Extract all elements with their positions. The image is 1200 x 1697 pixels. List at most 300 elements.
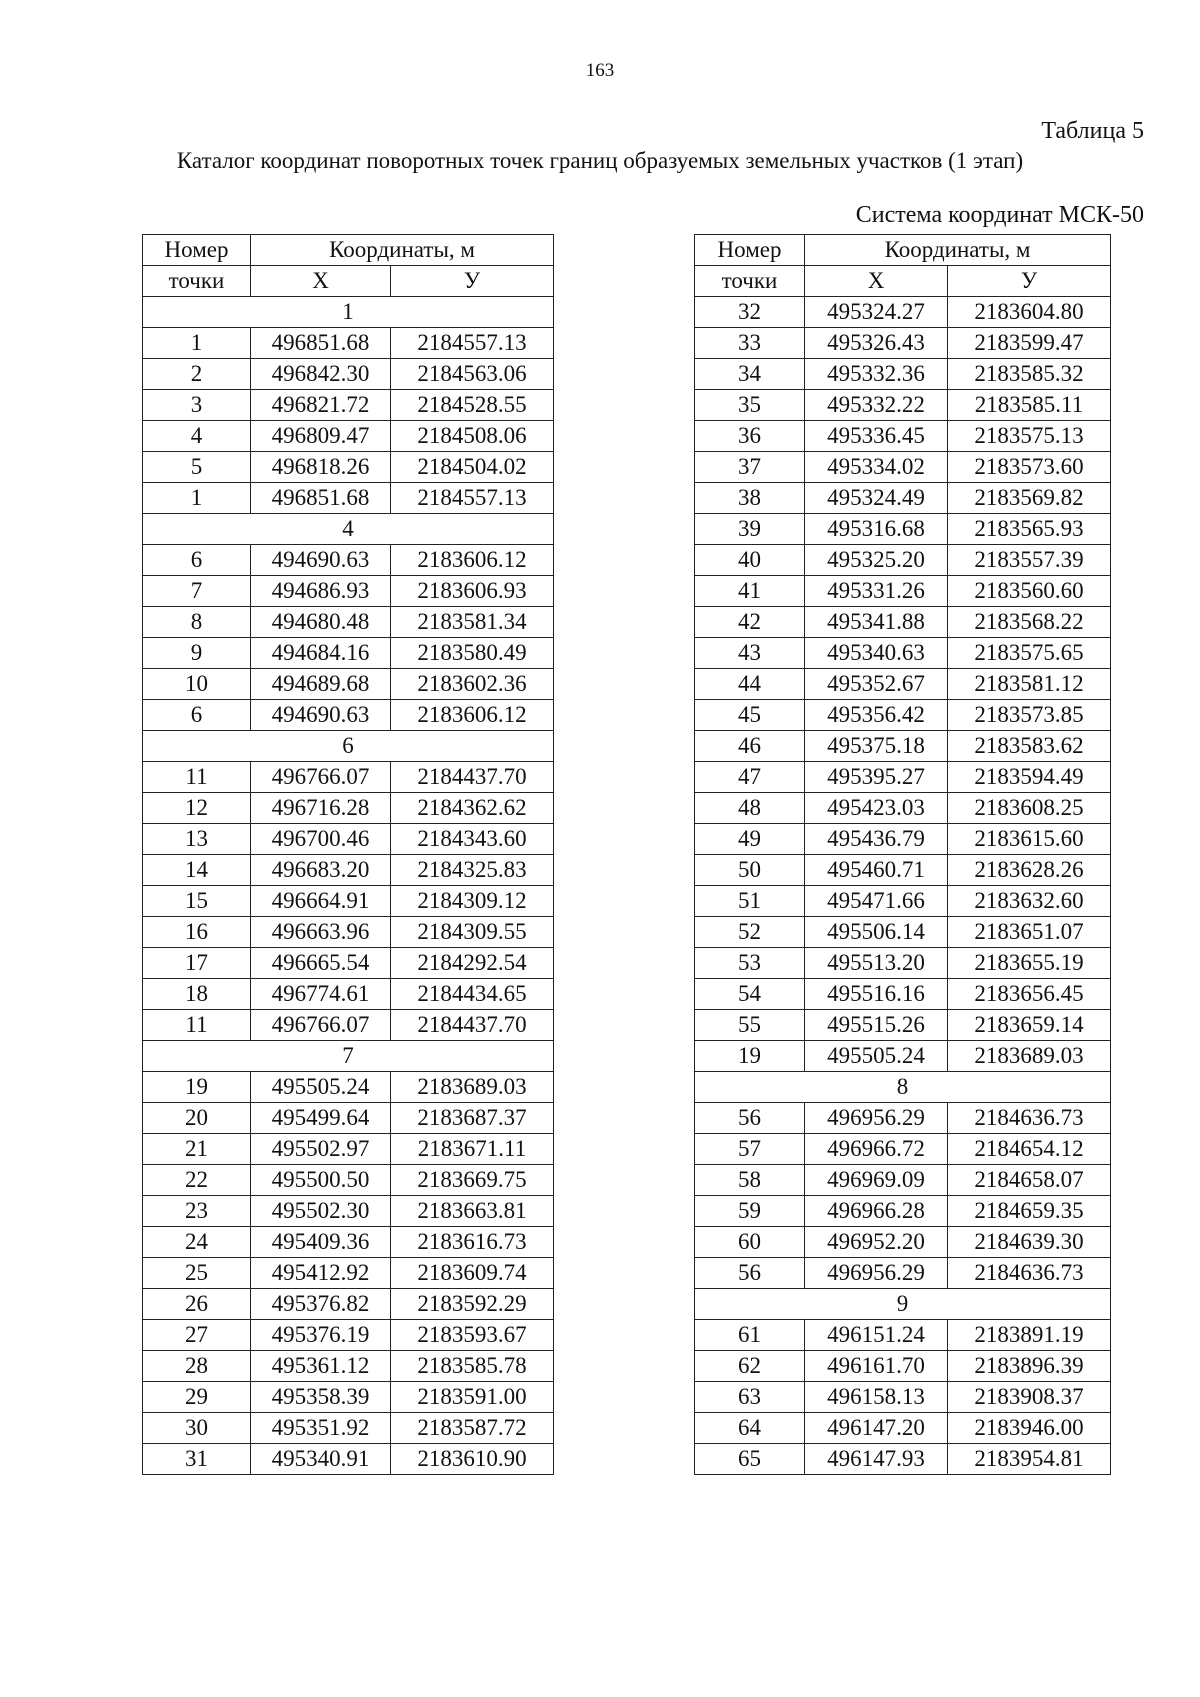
- table-row: [695, 886, 1111, 917]
- x-coordinate-cell: 495351.92: [251, 1413, 391, 1444]
- point-number-cell: 44: [695, 669, 805, 700]
- table-row: [695, 1196, 1111, 1227]
- y-coordinate-cell: 2183585.32: [948, 359, 1111, 390]
- x-coordinate-cell: 495336.45: [805, 421, 948, 452]
- x-coordinate-cell: 496766.07: [251, 762, 391, 793]
- parcel-group-row: [143, 514, 554, 545]
- y-coordinate-cell: 2183689.03: [391, 1072, 554, 1103]
- y-coordinate-cell: 2183587.72: [391, 1413, 554, 1444]
- y-coordinate-cell: 2183669.75: [391, 1165, 554, 1196]
- y-coordinate-cell: 2183651.07: [948, 917, 1111, 948]
- x-coordinate-cell: 495502.97: [251, 1134, 391, 1165]
- y-coordinate-cell: 2183581.34: [391, 607, 554, 638]
- x-coordinate-cell: 495375.18: [805, 731, 948, 762]
- table-row: [143, 979, 554, 1010]
- point-number-cell: 24: [143, 1227, 251, 1258]
- point-number-cell: 36: [695, 421, 805, 452]
- y-coordinate-cell: 2184563.06: [391, 359, 554, 390]
- point-number-cell: 16: [143, 917, 251, 948]
- x-coordinate-cell: 495515.26: [805, 1010, 948, 1041]
- table-row: [695, 1320, 1111, 1351]
- x-coordinate-cell: 495409.36: [251, 1227, 391, 1258]
- point-number-cell: 20: [143, 1103, 251, 1134]
- table-row: [695, 359, 1111, 390]
- x-coordinate-cell: 496700.46: [251, 824, 391, 855]
- x-coordinate-cell: 496956.29: [805, 1103, 948, 1134]
- y-coordinate-cell: 2183659.14: [948, 1010, 1111, 1041]
- document-title: Каталог координат поворотных точек границ образуемых земельных участков (1 этап): [176, 148, 1024, 173]
- point-number-cell: 38: [695, 483, 805, 514]
- table-row: [695, 514, 1111, 545]
- table-row: [143, 886, 554, 917]
- y-coordinate-cell: 2184654.12: [948, 1134, 1111, 1165]
- point-number-cell: 40: [695, 545, 805, 576]
- table-row: [143, 545, 554, 576]
- y-coordinate-cell: 2183593.67: [391, 1320, 554, 1351]
- x-coordinate-cell: 496851.68: [251, 483, 391, 514]
- header-x: X: [805, 266, 948, 297]
- x-coordinate-cell: 495361.12: [251, 1351, 391, 1382]
- point-number-cell: 25: [143, 1258, 251, 1289]
- header-coordinates: Координаты, м: [805, 235, 1111, 266]
- point-number-cell: 34: [695, 359, 805, 390]
- x-coordinate-cell: 496851.68: [251, 328, 391, 359]
- table-row: [695, 700, 1111, 731]
- x-coordinate-cell: 495332.36: [805, 359, 948, 390]
- y-coordinate-cell: 2183602.36: [391, 669, 554, 700]
- x-coordinate-cell: 494690.63: [251, 545, 391, 576]
- x-coordinate-cell: 496818.26: [251, 452, 391, 483]
- x-coordinate-cell: 496161.70: [805, 1351, 948, 1382]
- x-coordinate-cell: 496151.24: [805, 1320, 948, 1351]
- x-coordinate-cell: 494686.93: [251, 576, 391, 607]
- point-number-cell: 61: [695, 1320, 805, 1351]
- x-coordinate-cell: 496842.30: [251, 359, 391, 390]
- point-number-cell: 9: [143, 638, 251, 669]
- parcel-group-row: [695, 1072, 1111, 1103]
- x-coordinate-cell: 495423.03: [805, 793, 948, 824]
- y-coordinate-cell: 2184557.13: [391, 328, 554, 359]
- x-coordinate-cell: 496821.72: [251, 390, 391, 421]
- y-coordinate-cell: 2183581.12: [948, 669, 1111, 700]
- point-number-cell: 45: [695, 700, 805, 731]
- y-coordinate-cell: 2183557.39: [948, 545, 1111, 576]
- point-number-cell: 1: [143, 483, 251, 514]
- x-coordinate-cell: 495502.30: [251, 1196, 391, 1227]
- point-number-cell: 62: [695, 1351, 805, 1382]
- x-coordinate-cell: 495505.24: [251, 1072, 391, 1103]
- x-coordinate-cell: 495356.42: [805, 700, 948, 731]
- table-row: [143, 855, 554, 886]
- y-coordinate-cell: 2183609.74: [391, 1258, 554, 1289]
- x-coordinate-cell: 496663.96: [251, 917, 391, 948]
- x-coordinate-cell: 496956.29: [805, 1258, 948, 1289]
- x-coordinate-cell: 495340.91: [251, 1444, 391, 1475]
- header-x: X: [251, 266, 391, 297]
- x-coordinate-cell: 495460.71: [805, 855, 948, 886]
- table-row: [143, 948, 554, 979]
- y-coordinate-cell: 2183575.65: [948, 638, 1111, 669]
- y-coordinate-cell: 2183568.22: [948, 607, 1111, 638]
- point-number-cell: 35: [695, 390, 805, 421]
- x-coordinate-cell: 495395.27: [805, 762, 948, 793]
- table-row: [143, 1413, 554, 1444]
- table-row: [695, 328, 1111, 359]
- point-number-cell: 21: [143, 1134, 251, 1165]
- y-coordinate-cell: 2183575.13: [948, 421, 1111, 452]
- point-number-cell: 12: [143, 793, 251, 824]
- coordinates-table-right: [694, 234, 1111, 1475]
- y-coordinate-cell: 2184437.70: [391, 1010, 554, 1041]
- y-coordinate-cell: 2184343.60: [391, 824, 554, 855]
- point-number-cell: 31: [143, 1444, 251, 1475]
- y-coordinate-cell: 2183565.93: [948, 514, 1111, 545]
- point-number-cell: 37: [695, 452, 805, 483]
- table-row: [695, 979, 1111, 1010]
- table-row: [695, 1258, 1111, 1289]
- y-coordinate-cell: 2183573.60: [948, 452, 1111, 483]
- x-coordinate-cell: 496158.13: [805, 1382, 948, 1413]
- table-row: [695, 669, 1111, 700]
- table-row: [143, 1227, 554, 1258]
- y-coordinate-cell: 2184659.35: [948, 1196, 1111, 1227]
- x-coordinate-cell: 495376.19: [251, 1320, 391, 1351]
- table-row: [143, 1320, 554, 1351]
- parcel-number: 9: [695, 1289, 1111, 1320]
- table-row: [143, 1010, 554, 1041]
- point-number-cell: 56: [695, 1258, 805, 1289]
- x-coordinate-cell: 495352.67: [805, 669, 948, 700]
- point-number-cell: 51: [695, 886, 805, 917]
- table-row: [695, 917, 1111, 948]
- header-point-number: Номер: [695, 235, 805, 266]
- y-coordinate-cell: 2183608.25: [948, 793, 1111, 824]
- table-row: [695, 1444, 1111, 1475]
- header-coordinates: Координаты, м: [251, 235, 554, 266]
- y-coordinate-cell: 2183560.60: [948, 576, 1111, 607]
- point-number-cell: 13: [143, 824, 251, 855]
- table-row: [695, 452, 1111, 483]
- y-coordinate-cell: 2183656.45: [948, 979, 1111, 1010]
- x-coordinate-cell: 496683.20: [251, 855, 391, 886]
- point-number-cell: 26: [143, 1289, 251, 1320]
- table-row: [143, 1289, 554, 1320]
- x-coordinate-cell: 496147.93: [805, 1444, 948, 1475]
- y-coordinate-cell: 2183594.49: [948, 762, 1111, 793]
- table-row: [143, 576, 554, 607]
- x-coordinate-cell: 496716.28: [251, 793, 391, 824]
- x-coordinate-cell: 495513.20: [805, 948, 948, 979]
- point-number-cell: 3: [143, 390, 251, 421]
- table-row: [143, 824, 554, 855]
- x-coordinate-cell: 495500.50: [251, 1165, 391, 1196]
- y-coordinate-cell: 2183604.80: [948, 297, 1111, 328]
- x-coordinate-cell: 495325.20: [805, 545, 948, 576]
- table-row: [143, 328, 554, 359]
- table-row: [143, 762, 554, 793]
- y-coordinate-cell: 2183573.85: [948, 700, 1111, 731]
- y-coordinate-cell: 2183610.90: [391, 1444, 554, 1475]
- parcel-number: 4: [143, 514, 554, 545]
- point-number-cell: 63: [695, 1382, 805, 1413]
- table-row: [143, 421, 554, 452]
- point-number-cell: 60: [695, 1227, 805, 1258]
- y-coordinate-cell: 2184557.13: [391, 483, 554, 514]
- y-coordinate-cell: 2184504.02: [391, 452, 554, 483]
- table-row: [695, 855, 1111, 886]
- x-coordinate-cell: 496952.20: [805, 1227, 948, 1258]
- parcel-number: 8: [695, 1072, 1111, 1103]
- coordinate-system-label: Система координат МСК-50: [855, 202, 1144, 228]
- x-coordinate-cell: 496809.47: [251, 421, 391, 452]
- y-coordinate-cell: 2183655.19: [948, 948, 1111, 979]
- parcel-group-row: [143, 297, 554, 328]
- x-coordinate-cell: 496969.09: [805, 1165, 948, 1196]
- x-coordinate-cell: 496147.20: [805, 1413, 948, 1444]
- x-coordinate-cell: 494689.68: [251, 669, 391, 700]
- y-coordinate-cell: 2184639.30: [948, 1227, 1111, 1258]
- point-number-cell: 7: [143, 576, 251, 607]
- x-coordinate-cell: 495505.24: [805, 1041, 948, 1072]
- point-number-cell: 32: [695, 297, 805, 328]
- x-coordinate-cell: 495412.92: [251, 1258, 391, 1289]
- table-row: [695, 638, 1111, 669]
- point-number-cell: 64: [695, 1413, 805, 1444]
- table-row: [695, 824, 1111, 855]
- y-coordinate-cell: 2183580.49: [391, 638, 554, 669]
- x-coordinate-cell: 496665.54: [251, 948, 391, 979]
- y-coordinate-cell: 2184658.07: [948, 1165, 1111, 1196]
- x-coordinate-cell: 495358.39: [251, 1382, 391, 1413]
- table-row: [143, 1382, 554, 1413]
- point-number-cell: 8: [143, 607, 251, 638]
- y-coordinate-cell: 2183632.60: [948, 886, 1111, 917]
- point-number-cell: 55: [695, 1010, 805, 1041]
- point-number-cell: 5: [143, 452, 251, 483]
- x-coordinate-cell: 495340.63: [805, 638, 948, 669]
- table-row: [143, 669, 554, 700]
- table-row: [695, 1010, 1111, 1041]
- table-row: [695, 793, 1111, 824]
- x-coordinate-cell: 495316.68: [805, 514, 948, 545]
- y-coordinate-cell: 2184636.73: [948, 1103, 1111, 1134]
- y-coordinate-cell: 2183569.82: [948, 483, 1111, 514]
- y-coordinate-cell: 2183896.39: [948, 1351, 1111, 1382]
- table-row: [695, 1041, 1111, 1072]
- y-coordinate-cell: 2184437.70: [391, 762, 554, 793]
- point-number-cell: 33: [695, 328, 805, 359]
- table-row: [143, 1165, 554, 1196]
- x-coordinate-cell: 495324.49: [805, 483, 948, 514]
- y-coordinate-cell: 2184362.62: [391, 793, 554, 824]
- point-number-cell: 59: [695, 1196, 805, 1227]
- point-number-cell: 47: [695, 762, 805, 793]
- y-coordinate-cell: 2184309.12: [391, 886, 554, 917]
- header-point-number-line2: точки: [695, 266, 805, 297]
- y-coordinate-cell: 2183689.03: [948, 1041, 1111, 1072]
- y-coordinate-cell: 2184292.54: [391, 948, 554, 979]
- table-row: [143, 1196, 554, 1227]
- table-row: [695, 297, 1111, 328]
- point-number-cell: 2: [143, 359, 251, 390]
- y-coordinate-cell: 2183628.26: [948, 855, 1111, 886]
- y-coordinate-cell: 2183946.00: [948, 1413, 1111, 1444]
- table-row: [143, 390, 554, 421]
- point-number-cell: 53: [695, 948, 805, 979]
- table-row: [143, 1103, 554, 1134]
- header-point-number: Номер: [143, 235, 251, 266]
- table-row: [143, 793, 554, 824]
- point-number-cell: 29: [143, 1382, 251, 1413]
- table-row: [695, 576, 1111, 607]
- point-number-cell: 49: [695, 824, 805, 855]
- parcel-number: 7: [143, 1041, 554, 1072]
- table-row: [143, 638, 554, 669]
- point-number-cell: 58: [695, 1165, 805, 1196]
- y-coordinate-cell: 2184434.65: [391, 979, 554, 1010]
- point-number-cell: 39: [695, 514, 805, 545]
- page-number: 163: [585, 60, 615, 81]
- table-row: [695, 1227, 1111, 1258]
- x-coordinate-cell: 494690.63: [251, 700, 391, 731]
- x-coordinate-cell: 496766.07: [251, 1010, 391, 1041]
- table-row: [695, 948, 1111, 979]
- point-number-cell: 22: [143, 1165, 251, 1196]
- point-number-cell: 19: [143, 1072, 251, 1103]
- point-number-cell: 46: [695, 731, 805, 762]
- parcel-number: 6: [143, 731, 554, 762]
- table-row: [143, 1351, 554, 1382]
- x-coordinate-cell: 495436.79: [805, 824, 948, 855]
- point-number-cell: 19: [695, 1041, 805, 1072]
- table-row: [143, 700, 554, 731]
- table-row: [695, 731, 1111, 762]
- point-number-cell: 23: [143, 1196, 251, 1227]
- table-row: [695, 607, 1111, 638]
- y-coordinate-cell: 2183606.93: [391, 576, 554, 607]
- point-number-cell: 11: [143, 762, 251, 793]
- table-row: [143, 1134, 554, 1165]
- table-row: [143, 483, 554, 514]
- table-row: [143, 1444, 554, 1475]
- point-number-cell: 10: [143, 669, 251, 700]
- point-number-cell: 28: [143, 1351, 251, 1382]
- y-coordinate-cell: 2183585.78: [391, 1351, 554, 1382]
- parcel-number: 1: [143, 297, 554, 328]
- y-coordinate-cell: 2184325.83: [391, 855, 554, 886]
- header-point-number-line2: точки: [143, 266, 251, 297]
- point-number-cell: 56: [695, 1103, 805, 1134]
- x-coordinate-cell: 494680.48: [251, 607, 391, 638]
- x-coordinate-cell: 495376.82: [251, 1289, 391, 1320]
- y-coordinate-cell: 2183591.00: [391, 1382, 554, 1413]
- x-coordinate-cell: 495499.64: [251, 1103, 391, 1134]
- x-coordinate-cell: 496774.61: [251, 979, 391, 1010]
- x-coordinate-cell: 496966.72: [805, 1134, 948, 1165]
- point-number-cell: 6: [143, 545, 251, 576]
- table-row: [695, 545, 1111, 576]
- point-number-cell: 27: [143, 1320, 251, 1351]
- y-coordinate-cell: 2183615.60: [948, 824, 1111, 855]
- table-row: [143, 1072, 554, 1103]
- x-coordinate-cell: 495516.16: [805, 979, 948, 1010]
- y-coordinate-cell: 2183616.73: [391, 1227, 554, 1258]
- point-number-cell: 6: [143, 700, 251, 731]
- parcel-group-row: [143, 1041, 554, 1072]
- table-row: [695, 762, 1111, 793]
- x-coordinate-cell: 495506.14: [805, 917, 948, 948]
- y-coordinate-cell: 2183583.62: [948, 731, 1111, 762]
- header-y: У: [391, 266, 554, 297]
- y-coordinate-cell: 2183891.19: [948, 1320, 1111, 1351]
- x-coordinate-cell: 495471.66: [805, 886, 948, 917]
- y-coordinate-cell: 2184508.06: [391, 421, 554, 452]
- y-coordinate-cell: 2184636.73: [948, 1258, 1111, 1289]
- point-number-cell: 15: [143, 886, 251, 917]
- point-number-cell: 57: [695, 1134, 805, 1165]
- table-row: [695, 1165, 1111, 1196]
- table-label: Таблица 5: [1041, 118, 1144, 144]
- table-row: [143, 359, 554, 390]
- point-number-cell: 42: [695, 607, 805, 638]
- table-row: [695, 1413, 1111, 1444]
- y-coordinate-cell: 2183663.81: [391, 1196, 554, 1227]
- point-number-cell: 41: [695, 576, 805, 607]
- y-coordinate-cell: 2183908.37: [948, 1382, 1111, 1413]
- table-row: [143, 917, 554, 948]
- y-coordinate-cell: 2183606.12: [391, 700, 554, 731]
- y-coordinate-cell: 2183599.47: [948, 328, 1111, 359]
- x-coordinate-cell: 495341.88: [805, 607, 948, 638]
- table-row: [695, 483, 1111, 514]
- x-coordinate-cell: 495331.26: [805, 576, 948, 607]
- x-coordinate-cell: 495324.27: [805, 297, 948, 328]
- point-number-cell: 11: [143, 1010, 251, 1041]
- coordinates-table-left: [142, 234, 554, 1475]
- point-number-cell: 48: [695, 793, 805, 824]
- y-coordinate-cell: 2184528.55: [391, 390, 554, 421]
- point-number-cell: 65: [695, 1444, 805, 1475]
- point-number-cell: 43: [695, 638, 805, 669]
- table-row: [143, 452, 554, 483]
- y-coordinate-cell: 2183671.11: [391, 1134, 554, 1165]
- x-coordinate-cell: 494684.16: [251, 638, 391, 669]
- point-number-cell: 14: [143, 855, 251, 886]
- x-coordinate-cell: 495334.02: [805, 452, 948, 483]
- y-coordinate-cell: 2183592.29: [391, 1289, 554, 1320]
- table-row: [695, 1134, 1111, 1165]
- y-coordinate-cell: 2183585.11: [948, 390, 1111, 421]
- y-coordinate-cell: 2184309.55: [391, 917, 554, 948]
- table-row: [695, 1382, 1111, 1413]
- point-number-cell: 4: [143, 421, 251, 452]
- point-number-cell: 1: [143, 328, 251, 359]
- point-number-cell: 18: [143, 979, 251, 1010]
- x-coordinate-cell: 495332.22: [805, 390, 948, 421]
- y-coordinate-cell: 2183687.37: [391, 1103, 554, 1134]
- table-row: [695, 1351, 1111, 1382]
- point-number-cell: 30: [143, 1413, 251, 1444]
- parcel-group-row: [143, 731, 554, 762]
- parcel-group-row: [695, 1289, 1111, 1320]
- point-number-cell: 50: [695, 855, 805, 886]
- table-row: [695, 390, 1111, 421]
- table-row: [143, 607, 554, 638]
- point-number-cell: 54: [695, 979, 805, 1010]
- point-number-cell: 52: [695, 917, 805, 948]
- table-row: [695, 421, 1111, 452]
- table-row: [143, 1258, 554, 1289]
